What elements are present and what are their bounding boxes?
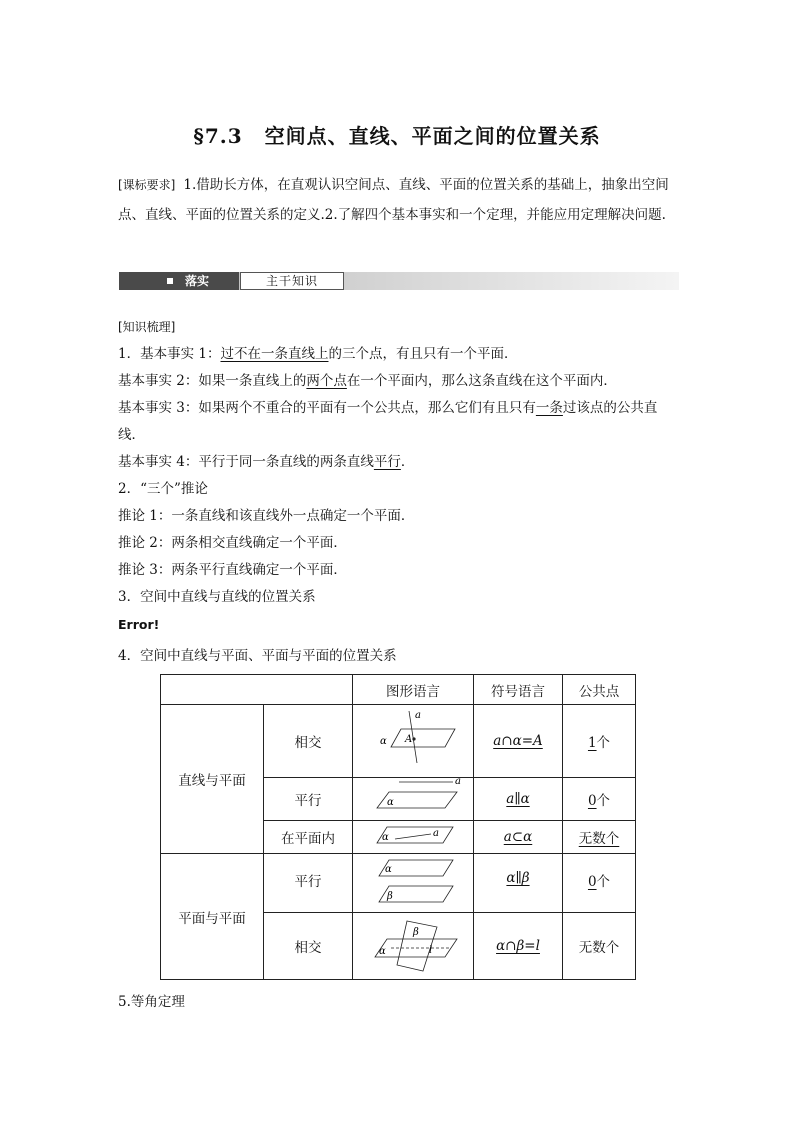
- requirement-text: 1.借助长方体，在直观认识空间点、直线、平面的位置关系的基础上，抽象出空间点、直线、平面的位置关系的定义.2.了解四个基本事实和一个定理，并能应用定理解决问题.: [118, 177, 669, 223]
- plane-intersect-plane-figure: [353, 913, 473, 975]
- count-value: 0: [587, 793, 597, 809]
- header-symbol: 符号语言: [474, 675, 563, 705]
- corollary-1: 推论 1：一条直线和该直线外一点确定一个平面．: [118, 508, 415, 524]
- symbol-text: a∩α=A: [493, 733, 543, 749]
- page-title: [0, 120, 794, 149]
- symbol-text: a⊂α: [503, 829, 533, 845]
- header-common-points: 公共点: [563, 675, 636, 705]
- relation-label: 相交: [264, 913, 353, 980]
- relation-table: [160, 674, 636, 980]
- symbol-text: a∥α: [506, 791, 530, 807]
- blank-answer: 平行: [373, 454, 401, 470]
- line-plane-heading: 4．空间中直线与平面、平面与平面的位置关系: [118, 648, 397, 664]
- square-bullet-icon: [167, 278, 173, 284]
- svg-text:a: a: [415, 710, 421, 721]
- count-value: 无数个: [578, 940, 620, 956]
- relation-label: 平行: [264, 854, 353, 913]
- requirement-tag: [课标要求]: [118, 178, 176, 192]
- section-number: §7.3: [193, 124, 243, 148]
- banner-box: 主干知识: [240, 272, 344, 290]
- svg-text:α: α: [379, 946, 386, 957]
- group-plane-plane: 平面与平面: [161, 854, 264, 980]
- relation-label: 在平面内: [264, 821, 353, 854]
- fact-4: 基本事实 4：平行于同一条直线的两条直线平行．: [118, 454, 415, 470]
- figure-cell: [353, 821, 474, 854]
- line-parallel-plane-figure: [353, 778, 473, 816]
- banner-label: 落实: [185, 274, 210, 288]
- figure-cell: [353, 854, 474, 913]
- corollary-2: 推论 2：两条相交直线确定一个平面．: [118, 535, 347, 551]
- figure-cell: [353, 778, 474, 821]
- section-banner: [119, 272, 679, 290]
- relation-label: 平行: [264, 778, 353, 821]
- fact-1: 1．基本事实 1：过不在一条直线上的三个点，有且只有一个平面．: [118, 346, 518, 362]
- relation-label: 相交: [264, 705, 353, 778]
- count-value: 1: [587, 735, 597, 751]
- knowledge-content: [118, 314, 682, 670]
- svg-text:β: β: [387, 891, 393, 902]
- line-in-plane-figure: [353, 821, 473, 849]
- svg-text:α: α: [380, 736, 387, 747]
- group-line-plane: 直线与平面: [161, 705, 264, 854]
- count-suffix: 个: [596, 735, 611, 751]
- knowledge-tag: [知识梳理]: [118, 320, 176, 334]
- title-text: 空间点、直线、平面之间的位置关系: [264, 124, 601, 148]
- table-row: [161, 705, 636, 778]
- svg-text:α: α: [387, 797, 394, 808]
- svg-text:a: a: [433, 828, 439, 839]
- header-figure: 图形语言: [353, 675, 474, 705]
- svg-text:α: α: [382, 832, 389, 843]
- corollary-3: 推论 3：两条平行直线确定一个平面．: [118, 562, 347, 578]
- fact-3: 基本事实 3：如果两个不重合的平面有一个公共点，那么它们有且只有一条过该点的公共直线．: [118, 400, 658, 443]
- table-header-row: [161, 675, 636, 705]
- table-row: [161, 854, 636, 913]
- svg-text:a: a: [455, 778, 461, 787]
- svg-text:l: l: [429, 945, 433, 956]
- symbol-text: α∥β: [506, 870, 530, 886]
- error-text: Error!: [118, 617, 160, 632]
- plane-parallel-plane-figure: [353, 854, 473, 908]
- blank-answer: 过不在一条直线上: [220, 346, 329, 362]
- curriculum-requirement: [118, 170, 680, 230]
- count-suffix: 个: [596, 793, 611, 809]
- blank-answer: 一条: [535, 400, 563, 416]
- svg-text:β: β: [413, 927, 419, 938]
- figure-cell: [353, 913, 474, 980]
- count-suffix: 个: [596, 874, 611, 890]
- next-section-heading: 5.等角定理: [118, 994, 185, 1010]
- fact-2: 基本事实 2：如果一条直线上的两个点在一个平面内，那么这条直线在这个平面内．: [118, 373, 617, 389]
- count-value: 0: [587, 874, 597, 890]
- symbol-text: α∩β=l: [496, 938, 540, 954]
- blank-answer: 两个点: [306, 373, 347, 389]
- svg-text:A: A: [405, 734, 413, 745]
- banner-dark-part: [119, 272, 239, 290]
- line-line-heading: 3．空间中直线与直线的位置关系: [118, 589, 316, 605]
- figure-cell: [353, 705, 474, 778]
- count-value: 无数个: [578, 831, 620, 847]
- corollary-heading: 2．“三个”推论: [118, 481, 208, 497]
- svg-text:α: α: [385, 864, 392, 875]
- line-intersect-plane-figure: [353, 705, 473, 773]
